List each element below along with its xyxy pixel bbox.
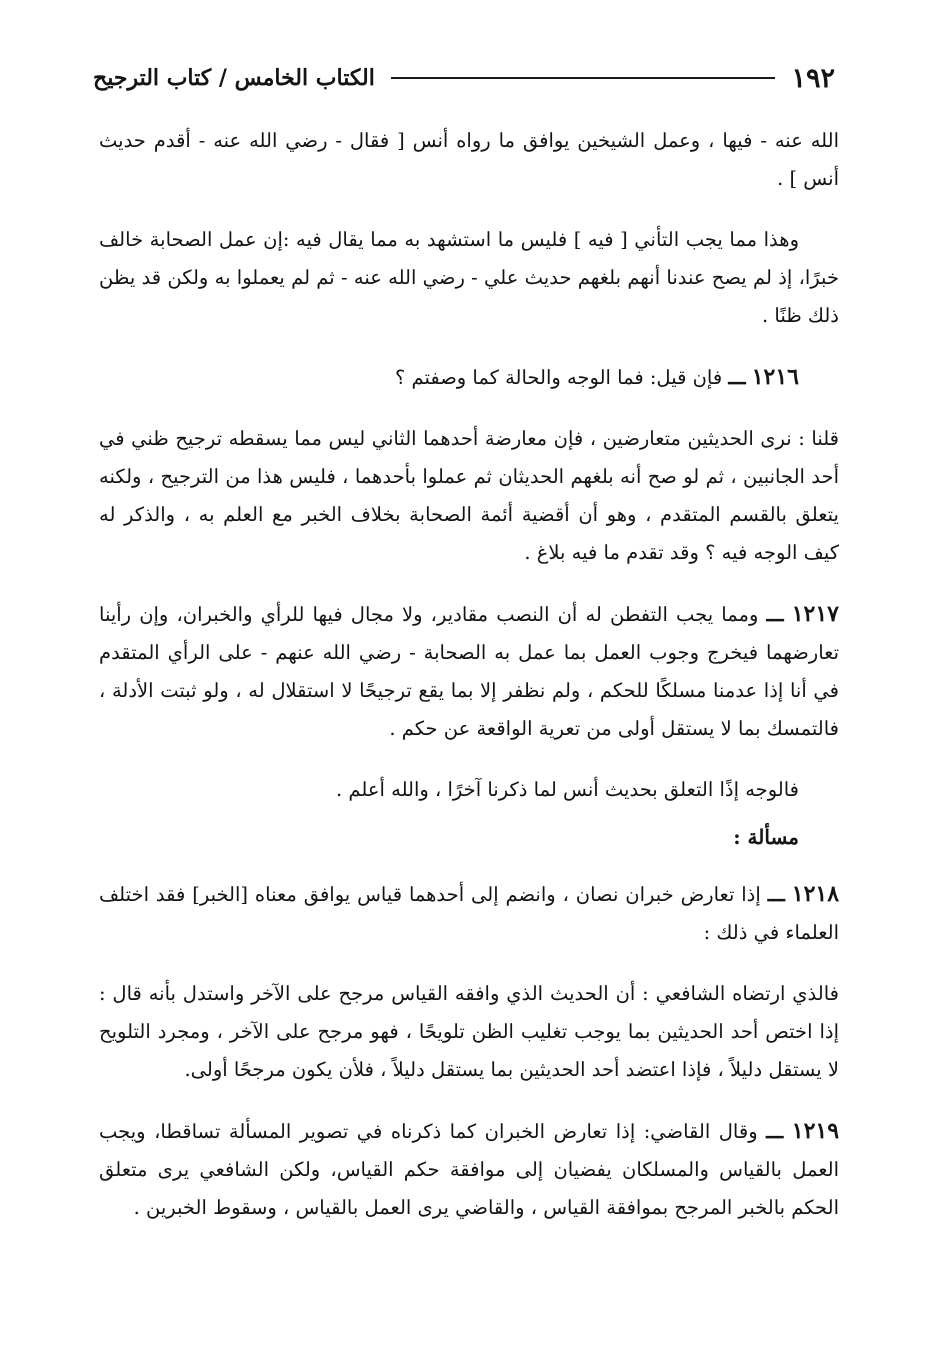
paragraph-text: إذا تعارض خبران نصان ، وانضم إلى أحدهما قياس يوافق معناه [الخبر] فقد اختلف العلماء في ذلك :: [99, 883, 839, 944]
page-number: ١٩٢: [791, 62, 835, 94]
paragraph: فالذي ارتضاه الشافعي : أن الحديث الذي وافقه القياس مرجح على الآخر واستدل بأنه قال : إذا اختص أحد الحديثين بما يوجب تغليب الظن تلويحًا ، فهو مرجح على الآخر ، ومجرد التلويح لا يستقل دليلاً ، فإذا اعتضد أحد الحديثين بما يستقل دليلاً ، فلأن يكون مرجحًا أولى.: [99, 982, 839, 1081]
book-section-title: الكتاب الخامس / كتاب الترجيح: [93, 65, 375, 91]
numbered-paragraph-1219: [99, 1112, 839, 1227]
numbered-paragraph-1216: [99, 358, 839, 397]
paragraph-number: ١٢١٩: [791, 1118, 840, 1144]
running-header: [93, 58, 835, 98]
paragraph-text: وقال القاضي: إذا تعارض الخبران كما ذكرناه في تصوير المسألة تساقطا، ويجب العمل بالقياس والمسلكان يفضيان إلى موافقة حكم القياس، ولكن الشافعي يرى متعلق الحكم بالخبر المرجح بموافقة القياس ، والقاضي يرى العمل بالقياس ، وسقوط الخبرين .: [99, 1120, 839, 1219]
header-rule: [391, 77, 776, 79]
number-dash: ـــ: [728, 366, 746, 389]
section-heading: مسألة :: [733, 825, 799, 849]
paragraph-number: ١٢١٧: [791, 601, 839, 627]
paragraph-text: ومما يجب التفطن له أن النصب مقادير، ولا مجال فيها للرأي والخبران، وإن رأينا تعارضهما فيخرج وجوب العمل بما عمل به الصحابة - رضي الله عنهم - على الرأي المتقدم في أنا إذا عدمنا مسلكًا للحكم ، ولم نظفر إلا بما يقع ترجيحًا لا استقلال له ، ولو ثبتت الأدلة ، فالتمسك بما لا يستقل أولى من تعرية الواقعة عن حكم .: [99, 603, 839, 740]
page-body: [99, 122, 839, 1250]
number-dash: ـــ: [766, 1120, 784, 1143]
paragraph: فالوجه إذًا التعلق بحديث أنس لما ذكرنا آخرًا ، والله أعلم .: [336, 778, 799, 801]
numbered-paragraph-1218: [99, 875, 839, 952]
number-dash: ـــ: [766, 603, 784, 626]
number-dash: ـــ: [767, 883, 785, 906]
paragraph: وهذا مما يجب التأني [ فيه ] فليس ما استشهد به مما يقال فيه :إن عمل الصحابة خالف خبرًا، إذ لم يصح عندنا أنهم بلغهم حديث علي - رضي الله عنه - ثم لم يعملوا به ولكن قد يظن ذلك ظنًا .: [99, 228, 839, 327]
paragraph-continuation: الله عنه - فيها ، وعمل الشيخين يوافق ما رواه أنس [ فقال - رضي الله عنه - أقدم حديث أنس ] .: [99, 129, 839, 190]
paragraph-number: ١٢١٨: [791, 881, 840, 907]
paragraph-number: ١٢١٦: [751, 364, 799, 390]
numbered-paragraph-1217: [99, 595, 839, 748]
paragraph-text: فإن قيل: فما الوجه والحالة كما وصفتم ؟: [394, 366, 723, 389]
paragraph: قلنا : نرى الحديثين متعارضين ، فإن معارضة أحدهما الثاني ليس مما يسقطه ترجيح ظني في أحد الجانبين ، ثم لو صح أنه بلغهم الحديثان ثم عملوا بأحدهما ، فليس هذا من الترجيح ، ولكنه يتعلق بالقسم المتقدم ، وهو أن أقضية أئمة الصحابة بخلاف الخبر مع العلم به ، والذكر له كيف الوجه فيه ؟ وقد تقدم ما فيه بلاغ .: [99, 427, 839, 564]
